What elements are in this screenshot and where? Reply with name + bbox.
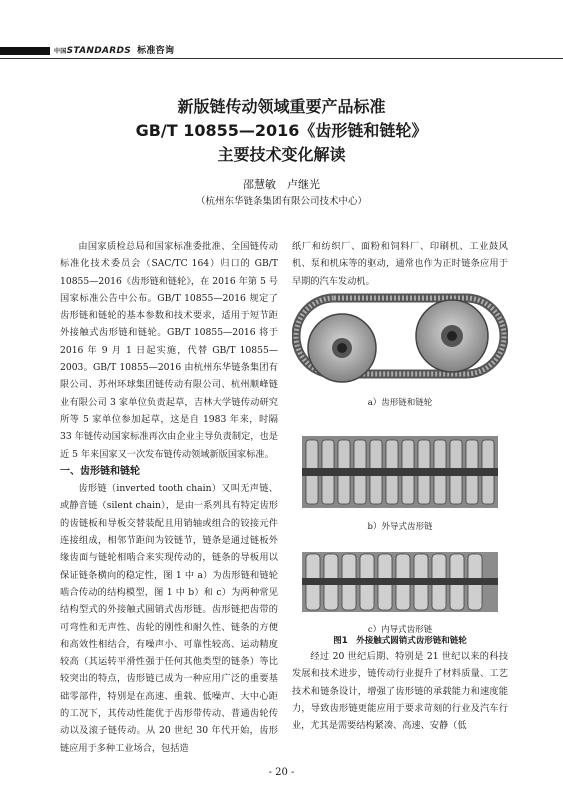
right-top-paragraph: 纸厂和纺织厂、面粉和饲料厂、印刷机、工业鼓风机、泵和机床等的驱动，通常也作为正时链条应用于早期的汽车发动机。 [292,241,508,287]
header-brand-name: STANDARDS [66,46,132,56]
figure-c-image [292,544,508,620]
intro-paragraph: 由国家质检总局和国家标准委批准、全国链传动标准化技术委员会（SAC/TC 164）归口的 GB/T 10855—2016《齿形链和链轮》，在 2016 年第 5 号国家标准公告中公布。GB/T 10855—2016 规定了齿形链和链轮的基本参数和技术要求，适用于短节距外接触式齿形链和链轮。GB/T 10855—2016 将于 2016 年 9 月 1 日起实施，代替 GB/T 10855—2003。GB/T 10855—2016 由杭州东华链条集团有限公司、苏州环球集团链传动有限公司、杭州顺峰链业有限公司 3 家单位负责起草，吉林大学链传动研究所等 5 家单位参加起草，这是自 1983 年来，时隔 33 年链传动国家标准再次由企业主导负责制定，也是近 5 年来国家又一次发布链传动领域新版国家标准。 [60,241,278,460]
header-bar [0,47,50,55]
header-rule [0,58,563,59]
inner-guide-chain-illustration [292,544,508,620]
authors: 邵慧敏 卢继光 [243,178,320,191]
outer-guide-chain-illustration [292,428,508,516]
right-column-top [292,238,508,290]
page-header [0,43,563,58]
header-brand-prefix: 中国 [54,48,67,55]
section-heading: 一、齿形链和链轮 [60,465,140,477]
figure-a-image [292,290,508,392]
caption-b: b）外导式齿形链 [367,522,433,532]
title-line-2: GB/T 10855—2016《齿形链和链轮》 [135,121,428,140]
right-bottom-paragraph: 经过 20 世纪后期、特别是 21 世纪以来的科技发展和技术进步，链传动行业提升了材料质量、工艺技术和链条设计，增强了齿形链的承载能力和速度能力，导致齿形链更能应用于要求苛刻的行业及汽车行业，尤其是需要结构紧凑、高速、安静（低 [292,651,508,732]
figure-1-caption: 图1 外接触式圆销式齿形链和链轮 [333,636,467,646]
section-paragraph: 齿形链（inverted tooth chain）又叫无声链、或静音链（silent chain），是由一系列具有特定齿形的齿链板和导板交替装配且用销轴或组合的铰接元件连接组成，相邻节距间为铰链节，链条是通过链板外缘齿面与链轮相啮合来实现传动的，链条的导板用以保证链条横向的稳定性，图 1 中 a）为齿形链和链轮啮合传动的结构模型，图 1 中 b）和 c）为两种常见结构型式的外接触式圆销式齿形链。齿形链把齿带的可弯性和无声性、齿轮的刚性和耐久性、链条的方便和高效性相结合，有噪声小、可靠性较高、运动精度较高（其运转平滑性强于任何其他类型的链条）等比较突出的特点，齿形链已成为一种应用广泛的重要基础零部件，特别是在高速、重载、低噪声、大中心距的工况下，其传动性能优于齿形带传动、普通齿轮传动以及滚子链传动。从 20 世纪 30 年代开始，齿形链应用于多种工业场合，包括造 [60,483,278,754]
caption-c: c）内导式齿形链 [367,625,433,635]
left-column [60,238,278,757]
right-column-bottom [292,648,508,734]
caption-a: a）齿形链和链轮 [367,398,433,408]
title-line-1: 新版链传动领域重要产品标准 [177,97,386,116]
article-title [0,95,563,167]
header-brand [54,43,174,56]
page-number: - 20 - [268,767,295,778]
figure-b-image [292,428,508,516]
title-line-3: 主要技术变化解读 [217,145,346,164]
affiliation: （杭州东华链条集团有限公司技术中心） [195,196,367,207]
chain-sprocket-illustration [292,290,508,392]
header-column: 标准咨询 [137,46,175,56]
